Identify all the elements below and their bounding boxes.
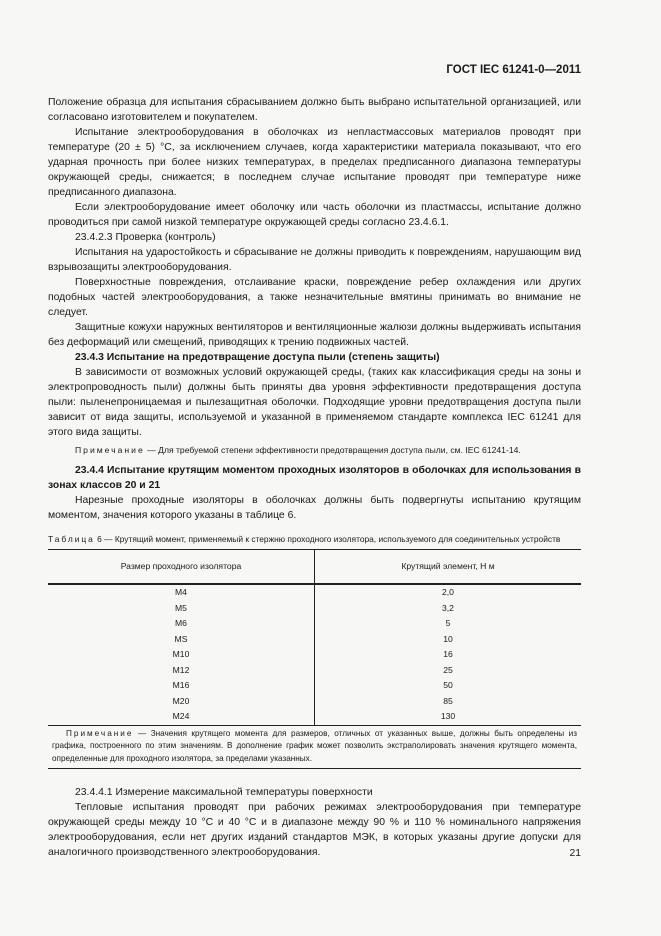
cell-size: М10 [48,647,315,663]
paragraph: В зависимости от возможных условий окружающей среды, (таких как классификация среды на зоны и электропроводность пыли) должны быть приняты два уровня эффективности предотвращения доступа пыли: пыленепроницаемая и пылезащитная оболочки. Подходящие уровни предотвращения доступа пыли зависит от вида защиты, используемой и указанной в применяемом стандарте комплекса IEC 61241 для этого вида защиты. [48,367,581,438]
cell-size: М4 [48,584,315,601]
column-header-torque: Крутящий элемент, Н м [315,550,582,585]
cell-torque: 2,0 [442,587,454,598]
cell-size: МS [48,632,315,648]
table-row [48,694,581,710]
table-header-row [48,550,581,585]
table-note-text: — Значения крутящего момента для размеров, отличных от указанных выше, должны быть определены из графика, построенного по этим значениям. В дополнение график может позволить экстраполировать значения крутящего момента, определенные для проходного изолятора, за пределами указанных. [52,728,577,763]
section-heading: 23.4.4 Испытание крутящим моментом проходных изоляторов в оболочках для использования в зонах классов 20 и 21 [48,465,581,491]
page-content [48,95,581,860]
torque-table [48,549,581,769]
table-row [48,678,581,694]
table-caption-label: Таблица [48,534,95,544]
page-number: 21 [569,848,581,859]
table-row [48,632,581,648]
note-label: Примечание [75,445,145,455]
note-text: — Для требуемой степени эффективности предотвращения доступа пыли, см. IEC 61241-14. [147,445,521,455]
table-row [48,584,581,601]
cell-size: М6 [48,616,315,632]
subsection-heading: 23.4.4.1 Измерение максимальной температуры поверхности [75,787,373,798]
cell-torque: 5 [445,618,451,629]
note [48,444,581,457]
paragraph: Испытание электрооборудования в оболочках из непластмассовых материалов проводят при температуре (20 ± 5) °С, за исключением случаев, когда характеристики материала показывают, что его ударная прочность при более низких температурах, в пределах предписанного диапазона температуры окружающей среды, снижается; в последнем случае испытание проводят при температуре ниже предписанного диапазона. [48,127,581,198]
cell-torque: 10 [443,633,453,644]
table-row [48,616,581,632]
paragraph: Положение образца для испытания сбрасыванием должно быть выбрано испытательной организацией, или согласовано изготовителем и покупателем. [48,97,581,123]
cell-size: М12 [48,663,315,679]
table-caption-text: 6 — Крутящий момент, применяемый к стержню проходного изолятора, используемого для соединительных устройств [97,534,561,544]
table-note-row [48,725,581,769]
subsection-heading: 23.4.2.3 Проверка (контроль) [75,232,216,243]
table-caption [48,533,581,545]
cell-size: М16 [48,678,315,694]
table-row [48,709,581,725]
table-row [48,647,581,663]
cell-size: М24 [48,709,315,725]
table-note [48,725,581,769]
cell-size: М5 [48,601,315,617]
paragraph: Нарезные проходные изоляторы в оболочках должны быть подвергнуты испытанию крутящим моментом, значения которого указаны в таблице 6. [48,495,581,521]
cell-torque: 16 [443,649,453,660]
cell-torque: 130 [440,711,456,722]
section-heading: 23.4.3 Испытание на предотвращение доступа пыли (степень защиты) [75,352,440,363]
paragraph: Тепловые испытания проводят при рабочих режимах электрооборудования при температуре окружающей среды между 10 °С и 40 °С и в диапазоне между 90 % и 110 % номинального напряжения электрооборудования, если нет других изданий стандартов МЭК, в которых указаны другие допуски для аналогичного производственного электрооборудования. [48,802,581,858]
column-header-size: Размер проходного изолятора [48,550,315,585]
paragraph: Поверхностные повреждения, отслаивание краски, повреждение ребер охлаждения или других подобных частей электрооборудования, а также незначительные вмятины принимать во внимание не следует. [48,277,581,318]
document-code: ГОСТ IEC 61241-0—2011 [446,64,581,76]
cell-torque: 85 [443,695,453,706]
cell-torque: 50 [443,680,453,691]
cell-torque: 25 [443,664,453,675]
table-note-label: Примечание [66,728,134,738]
table-row [48,601,581,617]
cell-torque: 3,2 [442,602,454,613]
table-row [48,663,581,679]
paragraph: Если электрооборудование имеет оболочку или часть оболочки из пластмассы, испытание должно проводиться при самой низкой температуре окружающей среды согласно 23.4.6.1. [48,202,581,228]
paragraph: Испытания на ударостойкость и сбрасывание не должны приводить к повреждениям, нарушающим вид взрывозащиты электрооборудования. [48,247,581,273]
cell-size: М20 [48,694,315,710]
paragraph: Защитные кожухи наружных вентиляторов и вентиляционные жалюзи должны выдерживать испытания без деформаций или смещений, приводящих к трению подвижных частей. [48,322,581,348]
